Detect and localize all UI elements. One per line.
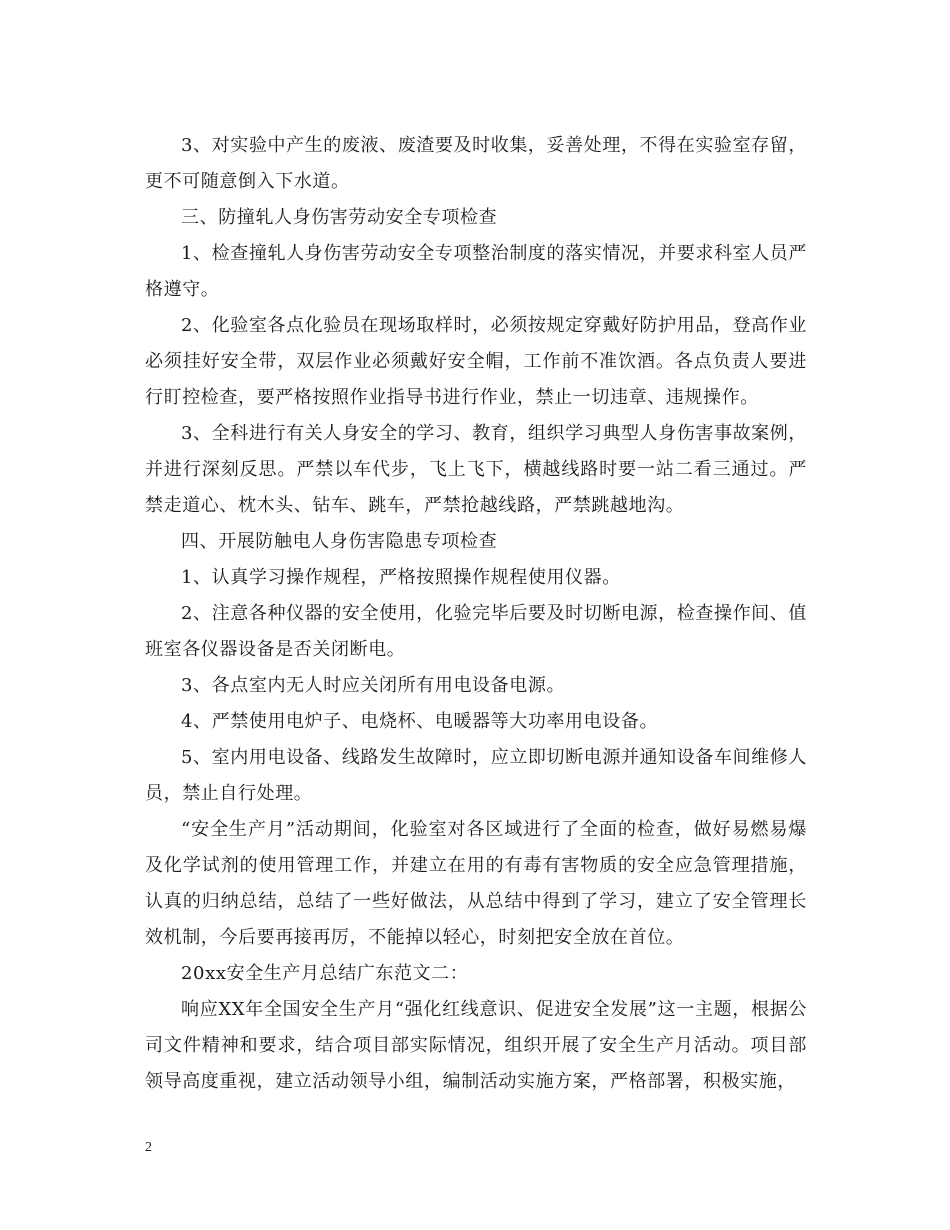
paragraph: 3、对实验中产生的废液、废渣要及时收集，妥善处理，不得在实验室存留，更不可随意倒入下水道。 <box>145 135 807 192</box>
paragraph: 5、室内用电设备、线路发生故障时，应立即切断电源并通知设备车间维修人员，禁止自行处理。 <box>145 747 807 804</box>
paragraph: 2、化验室各点化验员在现场取样时，必须按规定穿戴好防护用品，登高作业必须挂好安全带，双层作业必须戴好安全帽，工作前不准饮酒。各点负责人要进行盯控检查，要严格按照作业指导书进行作业，禁止一切违章、违规操作。 <box>145 315 807 408</box>
section-heading: 三、防撞轧人身伤害劳动安全专项检查 <box>181 207 498 228</box>
paragraph: 3、全科进行有关人身安全的学习、教育，组织学习典型人身伤害事故案例，并进行深刻反思。严禁以车代步，飞上飞下，横越线路时要一站二看三通过。严禁走道心、枕木头、钻车、跳车，严禁抢越线路，严禁跳越地沟。 <box>145 423 807 516</box>
section-heading: 20xx安全生产月总结广东范文二： <box>181 963 469 984</box>
paragraph: 响应XX年全国安全生产月“强化红线意识、促进安全发展”这一主题，根据公司文件精神和要求，结合项目部实际情况，组织开展了安全生产月活动。项目部领导高度重视，建立活动领导小组，编制活动实施方案，严格部署，积极实施， <box>145 999 807 1092</box>
section-heading: 四、开展防触电人身伤害隐患专项检查 <box>181 531 498 552</box>
document-body <box>145 128 807 1100</box>
paragraph: 3、各点室内无人时应关闭所有用电设备电源。 <box>181 675 566 696</box>
page-number: 2 <box>145 1140 152 1155</box>
paragraph: 4、严禁使用电炉子、电烧杯、电暖器等大功率用电设备。 <box>181 711 659 732</box>
paragraph: 2、注意各种仪器的安全使用，化验完毕后要及时切断电源，检查操作间、值班室各仪器设备是否关闭断电。 <box>145 603 807 660</box>
paragraph: 1、检查撞轧人身伤害劳动安全专项整治制度的落实情况，并要求科室人员严格遵守。 <box>145 243 807 300</box>
paragraph: 1、认真学习操作规程，严格按照操作规程使用仪器。 <box>181 567 621 588</box>
paragraph: “安全生产月”活动期间，化验室对各区域进行了全面的检查，做好易燃易爆及化学试剂的使用管理工作，并建立在用的有毒有害物质的安全应急管理措施，认真的归纳总结，总结了一些好做法，从总结中得到了学习，建立了安全管理长效机制，今后要再接再厉，不能掉以轻心，时刻把安全放在首位。 <box>145 819 807 948</box>
